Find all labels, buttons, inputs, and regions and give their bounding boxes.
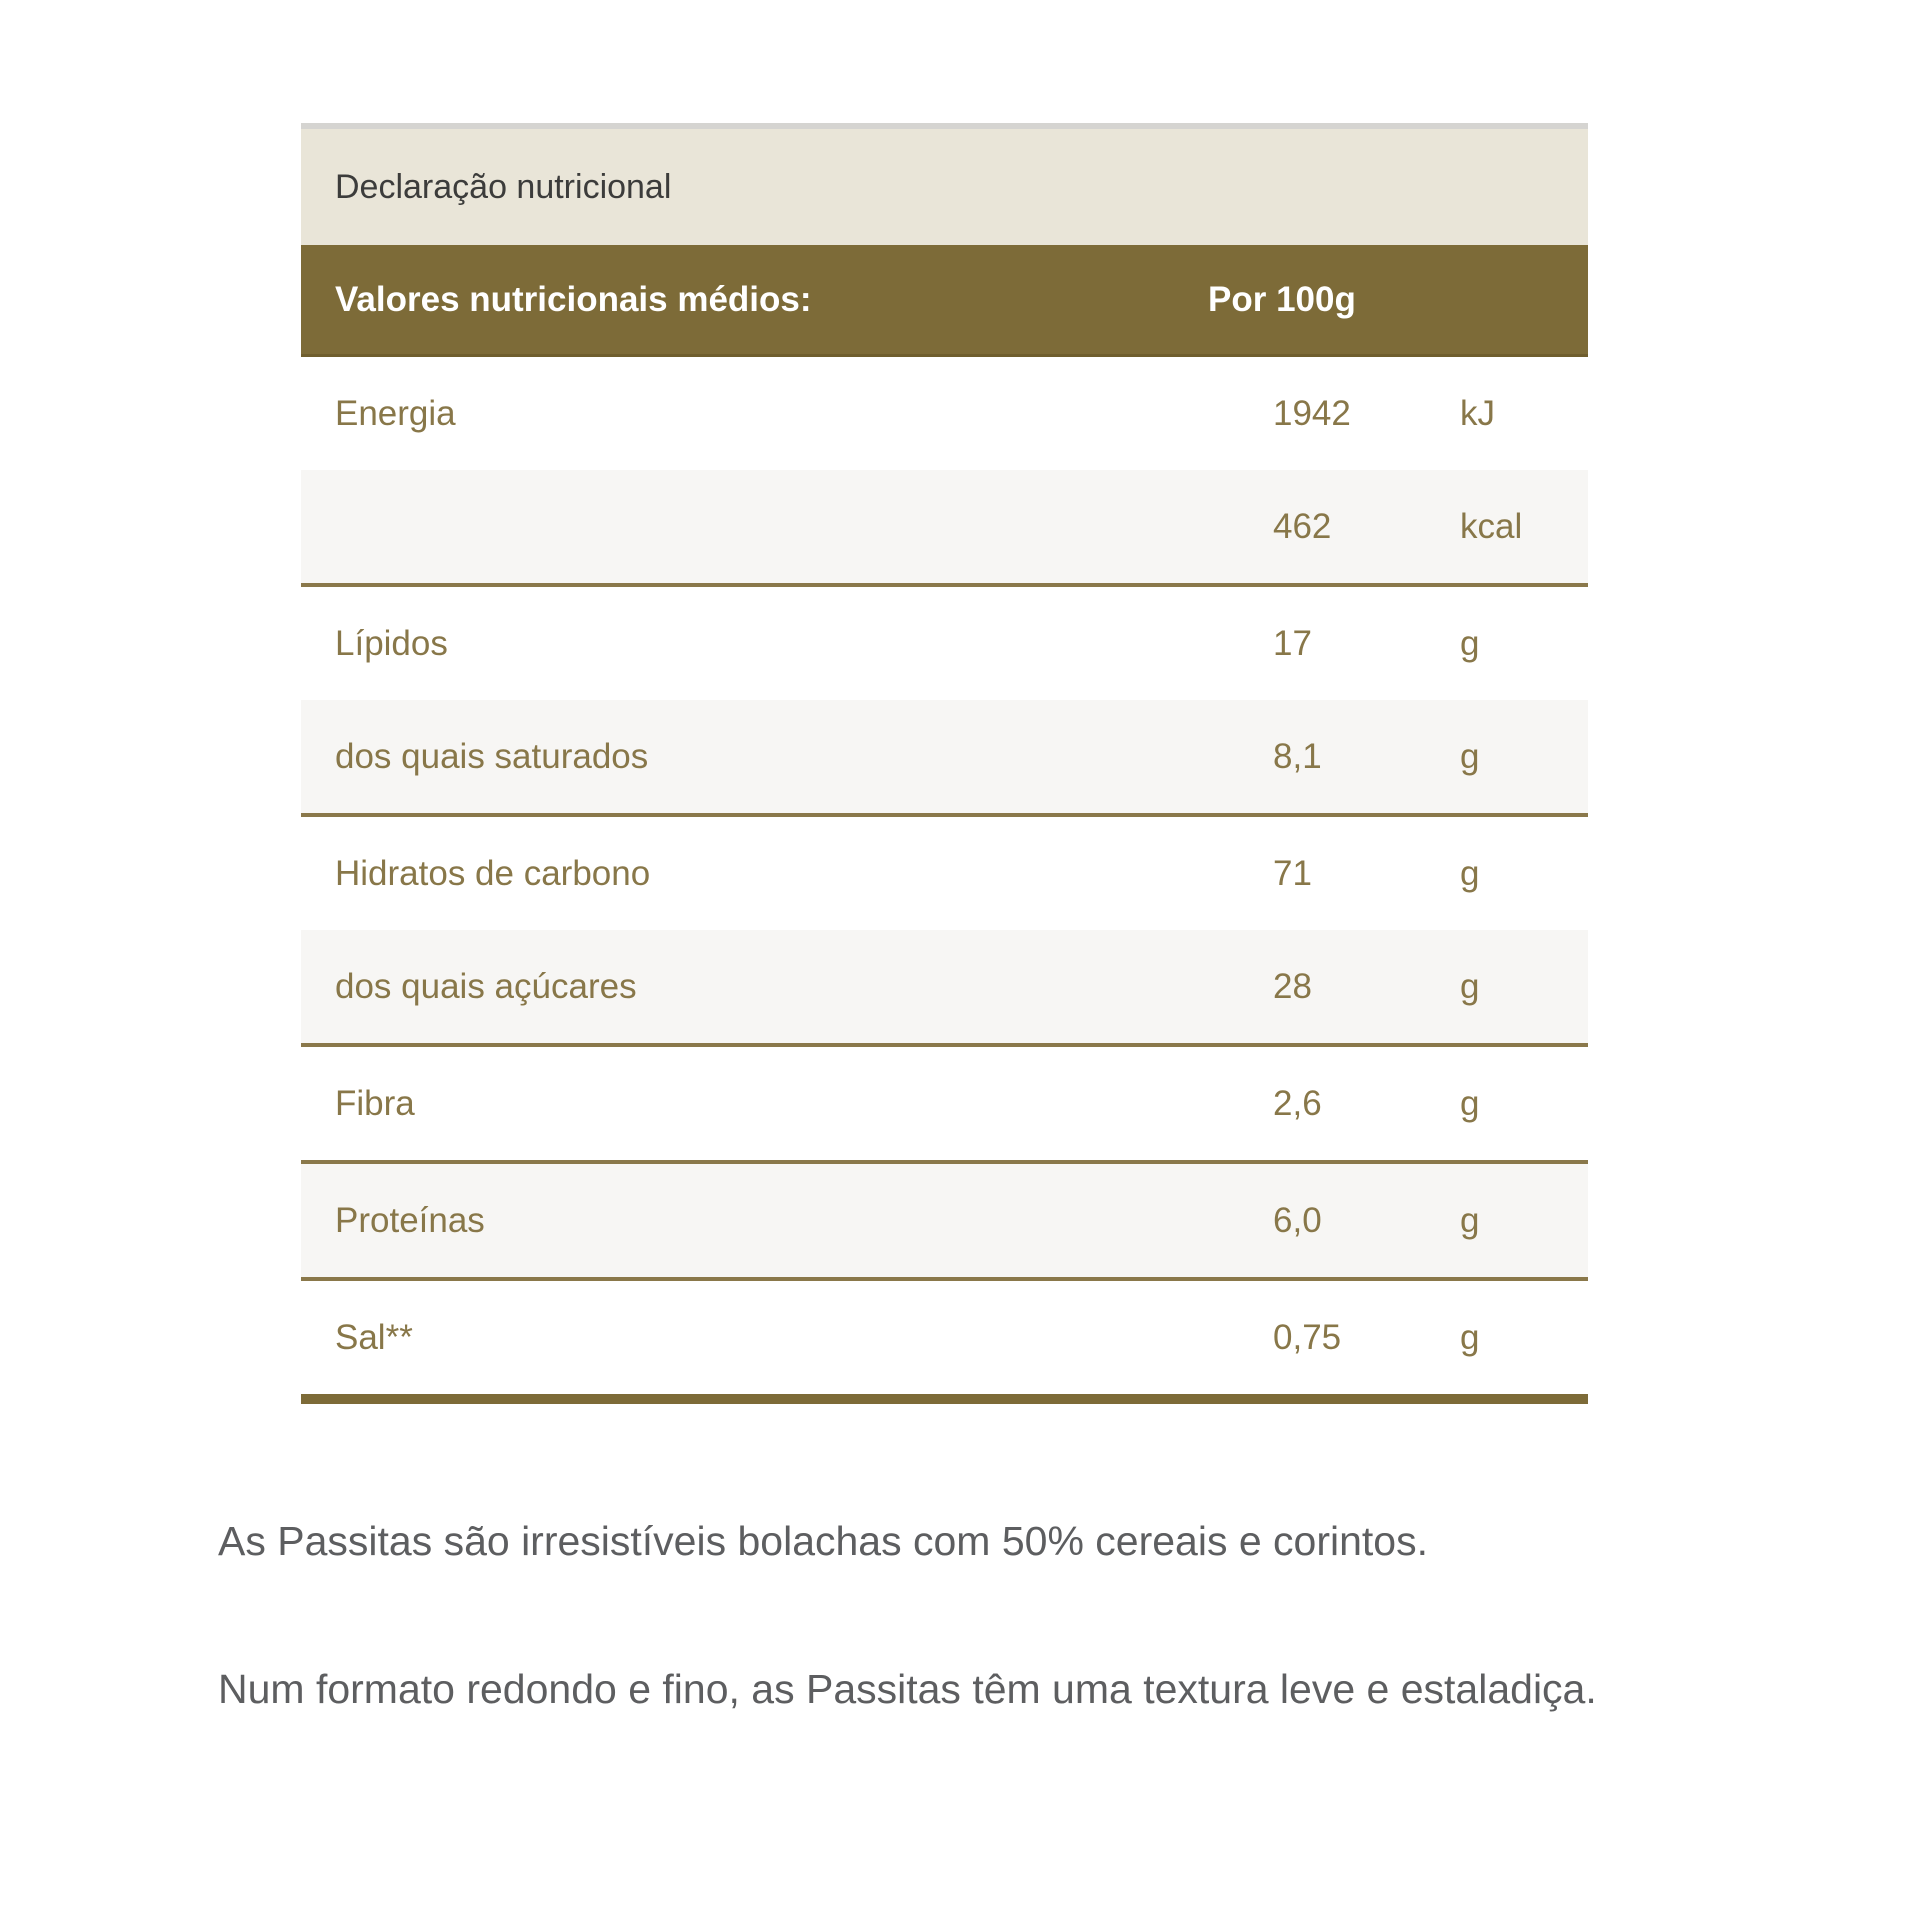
row-value: 28: [1273, 966, 1312, 1006]
table-row: [301, 1047, 1588, 1164]
row-unit: g: [1460, 853, 1480, 893]
nutrition-declaration-card: [301, 123, 1588, 1404]
table-row: [301, 930, 1588, 1047]
table-header-row: [301, 245, 1588, 357]
product-description: [218, 1505, 1608, 1801]
row-unit: g: [1460, 1317, 1480, 1357]
table-row: [301, 587, 1588, 700]
row-label: dos quais açúcares: [335, 966, 637, 1006]
section-title: Declaração nutricional: [335, 167, 672, 206]
table-row: [301, 700, 1588, 817]
table-row: [301, 1281, 1588, 1394]
row-value: 1942: [1273, 393, 1351, 433]
row-label: Proteínas: [335, 1200, 485, 1240]
row-label: Energia: [335, 393, 456, 433]
description-paragraph-1: As Passitas são irresistíveis bolachas com 50% cereais e corintos.: [218, 1518, 1429, 1564]
row-value: 0,75: [1273, 1317, 1342, 1357]
table-row: [301, 1164, 1588, 1281]
row-label: Hidratos de carbono: [335, 853, 651, 893]
row-unit: g: [1460, 966, 1480, 1006]
row-value: 17: [1273, 623, 1312, 663]
row-label: Sal**: [335, 1317, 413, 1357]
row-unit: g: [1460, 736, 1480, 776]
header-col-nutrients: Valores nutricionais médios:: [335, 279, 812, 319]
row-value: 6,0: [1273, 1200, 1322, 1240]
row-value: 2,6: [1273, 1083, 1322, 1123]
row-unit: kcal: [1460, 506, 1523, 546]
row-label: Fibra: [335, 1083, 415, 1123]
row-value: 462: [1273, 506, 1332, 546]
nutrition-rows: [301, 357, 1588, 1404]
row-label: Lípidos: [335, 623, 448, 663]
row-value: 8,1: [1273, 736, 1322, 776]
row-value: 71: [1273, 853, 1312, 893]
table-row: [301, 470, 1588, 587]
row-unit: g: [1460, 1200, 1480, 1240]
row-unit: kJ: [1460, 393, 1495, 433]
description-paragraph-2: Num formato redondo e fino, as Passitas têm uma textura leve e estaladiça.: [218, 1666, 1597, 1712]
nutrition-section-header: [301, 129, 1588, 245]
header-col-per-100g: Por 100g: [1208, 279, 1356, 319]
row-unit: g: [1460, 1083, 1480, 1123]
table-row: [301, 817, 1588, 930]
table-row: [301, 357, 1588, 470]
row-unit: g: [1460, 623, 1480, 663]
row-label: dos quais saturados: [335, 736, 649, 776]
